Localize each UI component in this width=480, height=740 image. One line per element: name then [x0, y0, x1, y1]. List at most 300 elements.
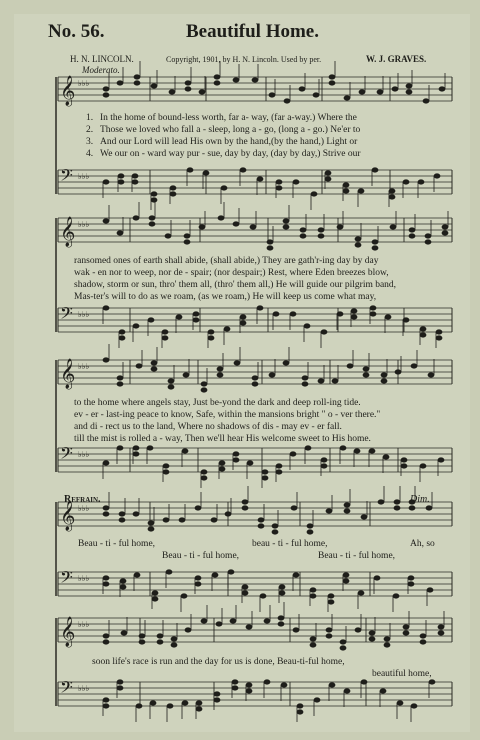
note-head [133, 324, 139, 328]
note-head [257, 177, 263, 181]
note-head [162, 336, 168, 340]
note-head [103, 219, 109, 223]
clef-glyph: 𝄢 [60, 303, 73, 327]
note-head [120, 585, 126, 589]
note-head [406, 84, 412, 88]
note-head [326, 628, 332, 632]
note-head [420, 634, 426, 638]
note-head [148, 527, 154, 531]
note-head [184, 234, 190, 238]
note-head [240, 168, 246, 172]
note-head [337, 225, 343, 229]
note-head [321, 458, 327, 462]
note-head [329, 683, 335, 687]
note-head [439, 87, 445, 91]
note-head [397, 701, 403, 705]
note-head [185, 81, 191, 85]
note-head [314, 698, 320, 702]
note-head [252, 78, 258, 82]
note-head [279, 591, 285, 595]
note-head [321, 330, 327, 334]
note-head [409, 234, 415, 238]
note-head [305, 446, 311, 450]
note-head [409, 506, 415, 510]
lyricist-credit: H. N. LINCOLN. [70, 54, 134, 64]
note-head [276, 186, 282, 190]
note-head [394, 506, 400, 510]
note-head [233, 452, 239, 456]
note-head [103, 87, 109, 91]
note-head [132, 180, 138, 184]
clef-glyph: ♭♭♭ [78, 620, 90, 629]
note-head [214, 692, 220, 696]
note-head [318, 234, 324, 238]
note-head [347, 364, 353, 368]
note-head [361, 515, 367, 519]
note-head [423, 99, 429, 103]
note-head [118, 180, 124, 184]
note-head [225, 512, 231, 516]
note-head [232, 680, 238, 684]
note-head [103, 512, 109, 516]
note-head [300, 228, 306, 232]
note-head [267, 246, 273, 250]
note-head [401, 464, 407, 468]
note-head [214, 698, 220, 702]
clef-glyph: 𝄢 [60, 677, 73, 701]
note-head [372, 240, 378, 244]
note-head [168, 379, 174, 383]
note-head [293, 628, 299, 632]
note-head [103, 698, 109, 702]
note-head [318, 228, 324, 232]
note-head [420, 333, 426, 337]
note-head [151, 198, 157, 202]
note-head [211, 518, 217, 522]
note-head [216, 622, 222, 626]
note-head [302, 376, 308, 380]
verse-2-line-1: 2. Those we loved who fall a - sleep, long a - go, (long a - go.) Ne'er to [86, 125, 361, 135]
note-head [185, 628, 191, 632]
note-head [313, 93, 319, 97]
note-head [427, 588, 433, 592]
note-head [389, 189, 395, 193]
note-head [258, 524, 264, 528]
note-head [103, 358, 109, 362]
note-head [117, 446, 123, 450]
note-head [196, 707, 202, 711]
note-head [276, 464, 282, 468]
note-head [232, 686, 238, 690]
note-head [372, 168, 378, 172]
note-head [119, 512, 125, 516]
note-head [193, 312, 199, 316]
note-head [242, 506, 248, 510]
note-head [403, 631, 409, 635]
clef-glyph: ♭♭♭ [78, 172, 90, 181]
note-head [380, 689, 386, 693]
note-head [438, 625, 444, 629]
note-head [284, 99, 290, 103]
note-head [117, 81, 123, 85]
verse-4-line-1: 4. We our on - ward way pur - sue, day by day, (day by day,) Strive our [86, 149, 361, 159]
note-head [384, 643, 390, 647]
note-head [340, 640, 346, 644]
note-head [273, 312, 279, 316]
note-head [201, 388, 207, 392]
note-head [242, 585, 248, 589]
note-head [170, 192, 176, 196]
note-head [344, 503, 350, 507]
note-head [103, 582, 109, 586]
clef-glyph: ♭♭♭ [78, 450, 90, 459]
note-head [139, 634, 145, 638]
verse-3-line-2: shadow, storm or sun, thro' them all, (thro' them all,) He will guide our pilgrim band, [74, 280, 397, 290]
note-head [181, 594, 187, 598]
note-head [269, 93, 275, 97]
note-head [119, 518, 125, 522]
note-head [134, 573, 140, 577]
note-head [218, 216, 224, 220]
clef-glyph: ♭♭♭ [78, 362, 90, 371]
verse-1-line-3: to the home where angels stay, Just be-yond the dark and deep roll-ing tide. [74, 398, 361, 408]
note-head [340, 646, 346, 650]
note-head [278, 616, 284, 620]
note-head [369, 631, 375, 635]
note-head [358, 189, 364, 193]
note-head [393, 594, 399, 598]
note-head [340, 446, 346, 450]
note-head [132, 174, 138, 178]
note-head [264, 680, 270, 684]
note-head [103, 704, 109, 708]
refrain-lyric-lower-2: Beau - ti - ful home, [318, 551, 396, 561]
note-head [351, 309, 357, 313]
note-head [203, 171, 209, 175]
clef-glyph: 𝄞 [60, 359, 76, 389]
note-head [208, 330, 214, 334]
clef-glyph: ♭♭♭ [78, 574, 90, 583]
note-head [355, 628, 361, 632]
note-head [182, 701, 188, 705]
note-head [208, 336, 214, 340]
note-head [117, 382, 123, 386]
note-head [442, 225, 448, 229]
note-head [291, 506, 297, 510]
note-head [217, 367, 223, 371]
refrain-lyric-1: Beau - ti - ful home, [78, 539, 156, 549]
note-head [392, 87, 398, 91]
note-head [425, 240, 431, 244]
note-head [217, 373, 223, 377]
note-head [165, 234, 171, 238]
note-head [151, 192, 157, 196]
clef-glyph: ♭♭♭ [78, 220, 90, 229]
note-head [162, 330, 168, 334]
note-head [411, 364, 417, 368]
note-head [369, 637, 375, 641]
note-head [406, 90, 412, 94]
note-head [230, 619, 236, 623]
note-head [136, 364, 142, 368]
note-head [344, 96, 350, 100]
note-head [267, 240, 273, 244]
note-head [219, 461, 225, 465]
composer-credit: W. J. GRAVES. [366, 54, 427, 64]
note-head [276, 180, 282, 184]
note-head [290, 312, 296, 316]
note-head [117, 680, 123, 684]
note-head [193, 318, 199, 322]
note-head [195, 506, 201, 510]
note-head [310, 637, 316, 641]
note-head [361, 680, 367, 684]
note-head [262, 476, 268, 480]
hymn-number: No. 56. [48, 21, 105, 42]
note-head [381, 379, 387, 383]
note-head [283, 361, 289, 365]
note-head [163, 470, 169, 474]
note-head [133, 512, 139, 516]
note-head [119, 330, 125, 334]
note-head [157, 640, 163, 644]
note-head [163, 518, 169, 522]
verse-4-line-3: till the mist is rolled a - way, Then we'll hear His welcome sweet to His home. [74, 434, 371, 444]
note-head [240, 315, 246, 319]
note-head [420, 640, 426, 644]
note-head [378, 500, 384, 504]
clef-glyph: 𝄢 [60, 567, 73, 591]
note-head [195, 582, 201, 586]
verse-1-line-2: ransomed ones of earth shall abide, (shall abide,) They are gath'r-ing day by day [74, 256, 379, 266]
note-head [224, 327, 230, 331]
note-head [185, 87, 191, 91]
hymn-title: Beautiful Home. [186, 21, 319, 42]
note-head [434, 174, 440, 178]
note-head [264, 619, 270, 623]
verse-3-line-3: and di - rect us to the land, Where no shadows of dis - may ev - er fall. [74, 422, 342, 432]
note-head [359, 90, 365, 94]
note-head [152, 597, 158, 601]
note-head [278, 622, 284, 626]
note-head [428, 373, 434, 377]
note-head [250, 225, 256, 229]
note-head [318, 379, 324, 383]
note-head [134, 81, 140, 85]
note-head [201, 619, 207, 623]
note-head [438, 631, 444, 635]
note-head [221, 186, 227, 190]
refrain-lyric-3: Ah, so [410, 539, 435, 549]
note-head [300, 234, 306, 238]
clef-glyph: 𝄞 [60, 76, 76, 106]
note-head [152, 591, 158, 595]
note-head [163, 464, 169, 468]
note-head [171, 643, 177, 647]
note-head [283, 225, 289, 229]
note-head [121, 631, 127, 635]
note-head [337, 312, 343, 316]
note-head [401, 458, 407, 462]
note-head [325, 171, 331, 175]
note-head [403, 180, 409, 184]
note-head [133, 216, 139, 220]
note-head [310, 594, 316, 598]
note-head [370, 312, 376, 316]
note-head [183, 373, 189, 377]
note-head [344, 689, 350, 693]
note-head [293, 180, 299, 184]
note-head [139, 640, 145, 644]
note-head [420, 464, 426, 468]
note-head [408, 582, 414, 586]
note-head [187, 168, 193, 172]
note-head [212, 573, 218, 577]
note-head [246, 683, 252, 687]
note-head [325, 177, 331, 181]
note-head [133, 452, 139, 456]
note-head [304, 324, 310, 328]
note-head [257, 306, 263, 310]
note-head [147, 446, 153, 450]
note-head [420, 327, 426, 331]
note-head [297, 710, 303, 714]
note-head [199, 225, 205, 229]
refrain-lyric-line-2-lower: beautiful home, [372, 669, 432, 679]
note-head [103, 640, 109, 644]
note-head [196, 701, 202, 705]
note-head [169, 90, 175, 94]
note-head [290, 452, 296, 456]
note-head [103, 461, 109, 465]
note-head [383, 455, 389, 459]
note-head [389, 195, 395, 199]
note-head [262, 470, 268, 474]
note-head [381, 373, 387, 377]
note-head [240, 321, 246, 325]
note-head [385, 315, 391, 319]
note-head [117, 686, 123, 690]
note-head [103, 180, 109, 184]
note-head [179, 518, 185, 522]
note-head [149, 216, 155, 220]
note-head [384, 637, 390, 641]
note-head [425, 234, 431, 238]
refrain-label: Refrain. [64, 494, 101, 505]
clef-glyph: 𝄢 [60, 443, 73, 467]
note-head [184, 240, 190, 244]
note-head [344, 509, 350, 513]
note-head [166, 570, 172, 574]
note-head [157, 634, 163, 638]
note-head [151, 84, 157, 88]
note-head [134, 75, 140, 79]
note-head [332, 379, 338, 383]
note-head [329, 75, 335, 79]
note-head [297, 704, 303, 708]
refrain-lyric-2: beau - ti - ful home, [252, 539, 328, 549]
verse-1-line-1: 1. In the home of bound-less worth, far a- way, (far a-way.) Where the [86, 113, 357, 123]
note-head [394, 500, 400, 504]
note-head [302, 382, 308, 386]
note-head [119, 336, 125, 340]
note-head [442, 231, 448, 235]
note-head [409, 228, 415, 232]
note-head [260, 594, 266, 598]
note-head [171, 637, 177, 641]
note-head [307, 524, 313, 528]
note-head [247, 461, 253, 465]
note-head [343, 183, 349, 187]
note-head [372, 246, 378, 250]
note-head [234, 361, 240, 365]
note-head [103, 576, 109, 580]
note-head [246, 689, 252, 693]
note-head [103, 306, 109, 310]
note-head [328, 594, 334, 598]
note-head [176, 315, 182, 319]
note-head [355, 243, 361, 247]
note-head [148, 318, 154, 322]
note-head [343, 189, 349, 193]
note-head [233, 78, 239, 82]
note-head [307, 530, 313, 534]
refrain-lyric-lower-1: Beau - ti - ful home, [162, 551, 240, 561]
verse-2-line-2: wak - en nor to weep, nor de - spair; (nor despair;) Rest, where Eden breezes blow, [74, 268, 389, 278]
note-head [299, 87, 305, 91]
clef-glyph: ♭♭♭ [78, 504, 90, 513]
note-head [252, 382, 258, 386]
note-head [242, 500, 248, 504]
copyright-notice: Copyright, 1901, by H. N. Lincoln. Used by per. [166, 55, 322, 64]
note-head [328, 600, 334, 604]
note-head [136, 704, 142, 708]
clef-glyph: ♭♭♭ [78, 79, 90, 88]
note-head [117, 231, 123, 235]
note-head [214, 75, 220, 79]
note-head [438, 458, 444, 462]
note-head [133, 446, 139, 450]
note-head [326, 634, 332, 638]
note-head [436, 336, 442, 340]
note-head [343, 573, 349, 577]
note-head [363, 367, 369, 371]
tempo-marking: Moderato. [82, 65, 120, 75]
note-head [276, 470, 282, 474]
note-head [195, 576, 201, 580]
note-head [201, 476, 207, 480]
note-head [377, 90, 383, 94]
note-head [252, 376, 258, 380]
clef-glyph: 𝄞 [60, 217, 76, 247]
note-head [326, 509, 332, 513]
note-head [201, 382, 207, 386]
note-head [151, 367, 157, 371]
note-head [343, 579, 349, 583]
note-head [363, 373, 369, 377]
verse-4-line-2: Mas-ter's will to do as we roam, (as we roam,) He will keep us come what may, [74, 292, 377, 302]
note-head [199, 90, 205, 94]
note-head [151, 361, 157, 365]
note-head [118, 174, 124, 178]
note-head [120, 579, 126, 583]
note-head [103, 93, 109, 97]
note-head [358, 591, 364, 595]
note-head [272, 524, 278, 528]
note-head [283, 219, 289, 223]
note-head [148, 521, 154, 525]
note-head [233, 222, 239, 226]
